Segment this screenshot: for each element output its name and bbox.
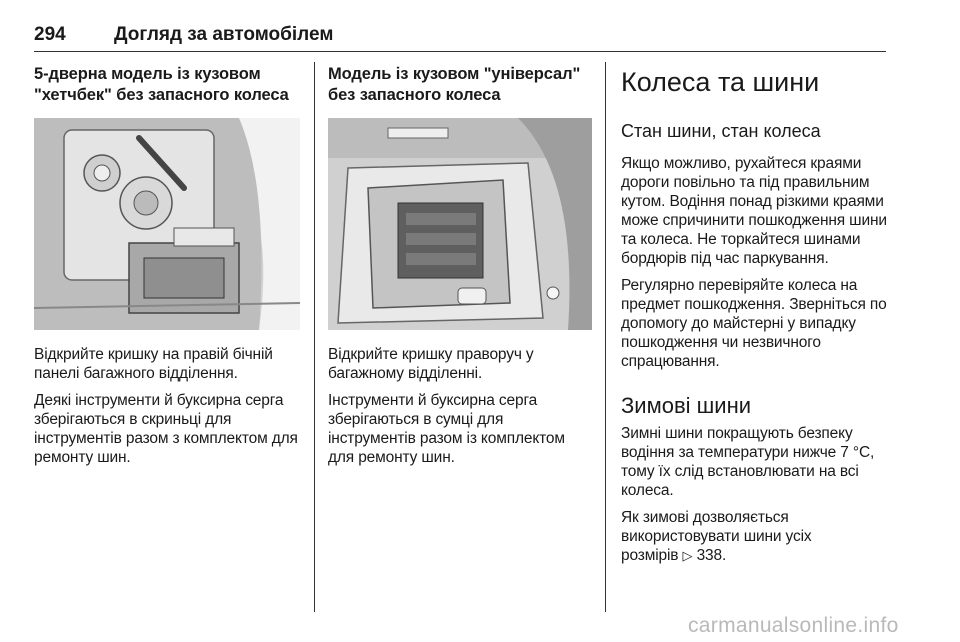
paragraph-text: Як зимові дозволяється використовувати шини усіх [621,509,812,545]
paragraph: Деякі інструменти й буксирна серга зберігаються в скриньці для інструментів разом з комплектом для ремонту шин. [34,392,298,466]
trunk-side-panel-illustration [34,118,300,330]
watermark: carmanualsonline.info [688,614,899,637]
section-heading: Модель із кузовом "універсал" без запасного колеса [328,65,581,104]
paragraph-text: розмірів [621,547,679,564]
paragraph: Відкрийте кришку на правій бічній панелі багажного відділення. [34,346,273,382]
paragraph: Зимні шини покращують безпеку водіння за температури нижче 7 °C, тому їх слід встановлювати на всі колеса. [621,425,875,499]
column-wheels-tyres [621,64,889,565]
play-triangle-icon[interactable]: ▷ [682,548,693,563]
header-divider [34,51,886,52]
paragraph: Якщо можливо, рухайтеся краями дороги повільно та під правильним кутом. Водіння понад різкими краями може спричинити пошкодження шини та колеса. Не торкайтеся шинами бордюрів під час паркування. [621,155,887,267]
paragraph: Інструменти й буксирна серга зберігаються в сумці для інструментів разом із комплектом для ремонту шин. [328,392,565,466]
main-heading: Колеса та шини [621,67,820,97]
paragraph: Регулярно перевіряйте колеса на предмет пошкодження. Зверніться по допомогу до майстерні у випадку пошкодження чи незвичного спрацювання. [621,277,887,370]
paragraph [621,508,889,565]
column-hatchback [34,64,300,467]
column-estate [328,64,592,467]
page-header [34,24,886,54]
page-reference[interactable]: 338. [696,547,727,564]
page-number: 294 [34,24,66,45]
trunk-right-cover-illustration [328,118,592,330]
section-heading: 5-дверна модель із кузовом "хетчбек" без запасного колеса [34,65,289,104]
sub-heading: Зимові шини [621,393,752,418]
chapter-title: Догляд за автомобілем [114,24,334,45]
column-divider [605,62,606,612]
column-divider [314,62,315,612]
sub-heading: Стан шини, стан колеса [621,121,821,141]
paragraph: Відкрийте кришку праворуч у багажному відділенні. [328,346,534,382]
